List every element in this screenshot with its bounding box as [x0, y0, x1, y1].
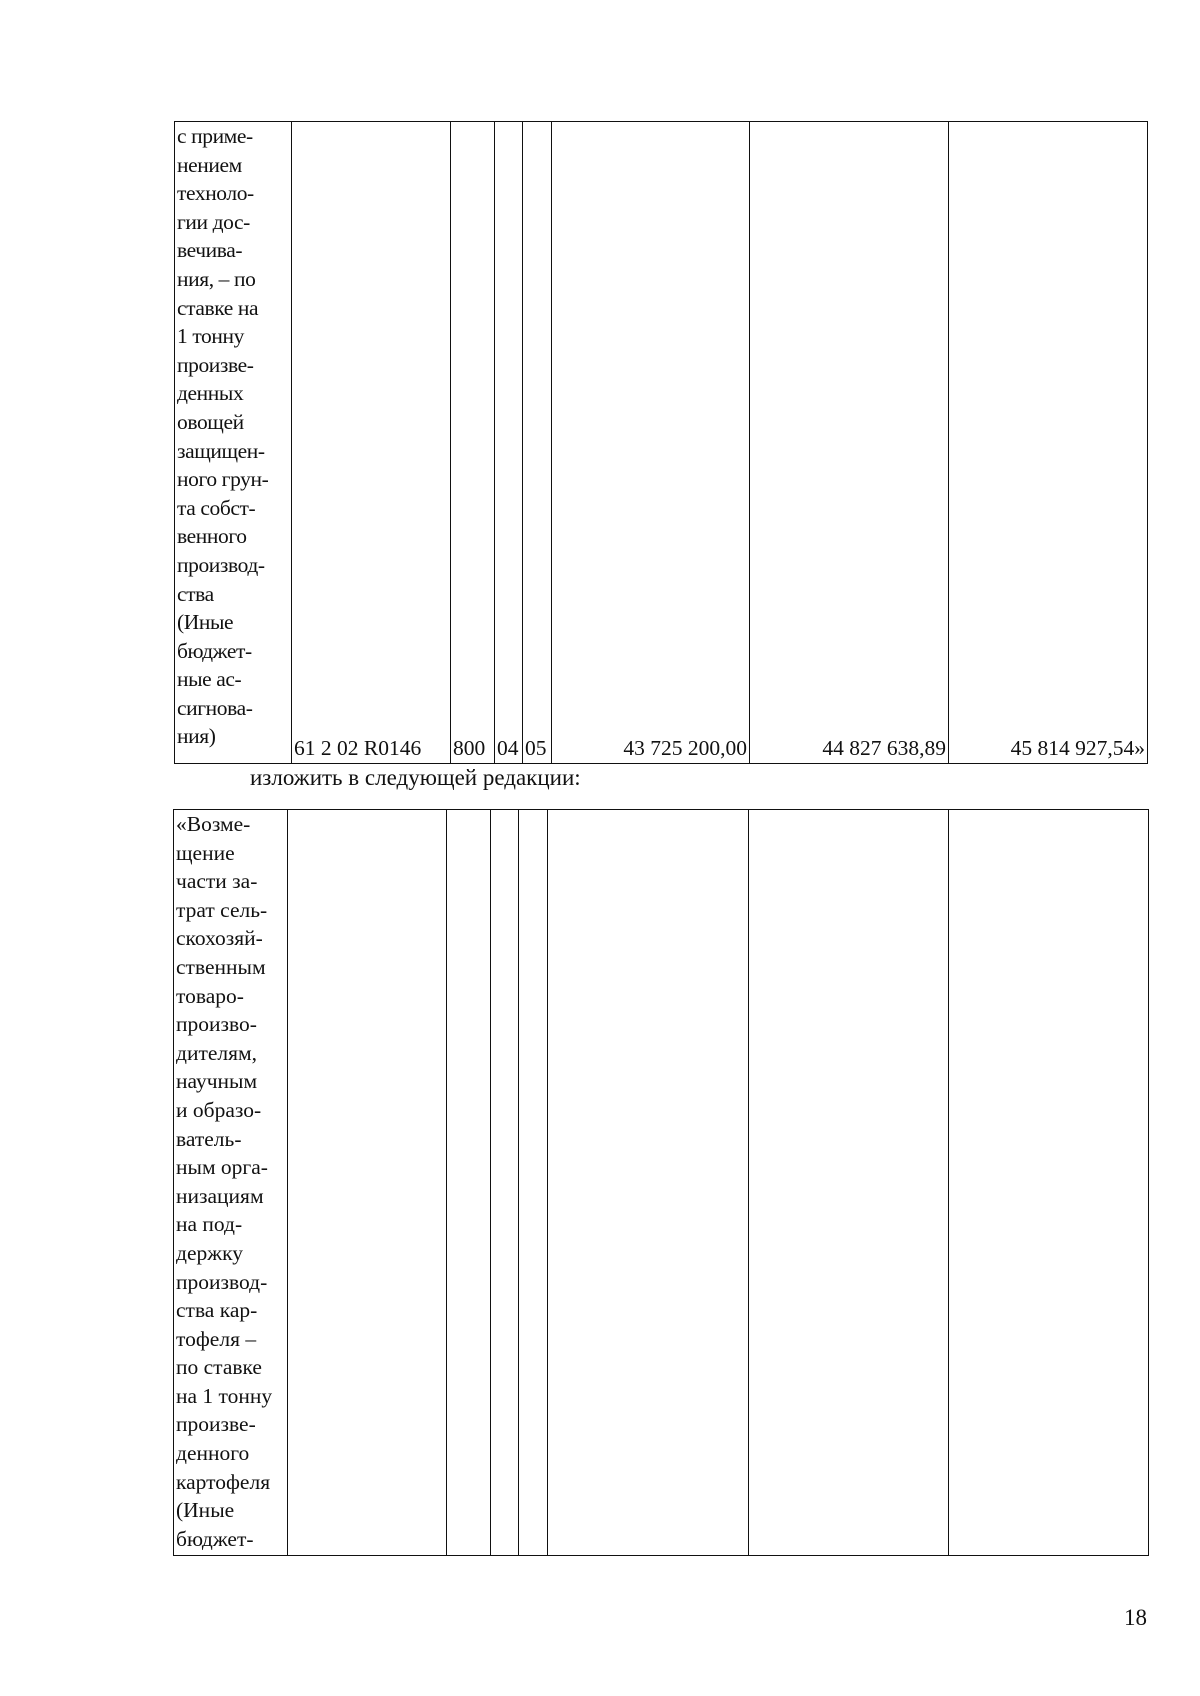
table-row — [174, 810, 1149, 1556]
subsection-code-cell: 05 — [523, 122, 552, 764]
budget-table-previous-version — [174, 121, 1148, 764]
page-number: 18 — [1124, 1605, 1147, 1630]
sum-third-year-cell: 45 814 927,54» — [949, 122, 1148, 764]
table-row — [175, 122, 1148, 764]
target-article-code-cell: 61 2 02 R0146 — [292, 122, 451, 764]
target-article-code-cell — [288, 810, 447, 1556]
amendment-connector-text: изложить в следующей редакции: — [250, 765, 581, 790]
section-code-cell: 04 — [495, 122, 523, 764]
sum-second-year-cell: 44 827 638,89 — [750, 122, 949, 764]
expense-description-cell: «Возме- щение части за- трат сель- скохозяй- ственным товаро- произво- дителям, научным и образо- ватель- ным орга- низациям на под- держку производ- ства кар- тофеля – по ставке на 1 тонну произве- денного картофеля (Иные бюджет- — [174, 810, 288, 1556]
expense-description-cell: с приме- нением техноло- гии дос- вечива- ния, – по ставке на 1 тонну произве- денных овощей защищен- ного грун- та собст- венного производ- ства (Иные бюджет- ные ас- сигнова- ния) — [175, 122, 292, 764]
sum-third-year-cell — [949, 810, 1149, 1556]
subsection-code-cell — [519, 810, 548, 1556]
sum-second-year-cell — [749, 810, 949, 1556]
section-code-cell — [491, 810, 519, 1556]
expense-type-code-cell: 800 — [451, 122, 495, 764]
expense-type-code-cell — [447, 810, 491, 1556]
sum-first-year-cell — [548, 810, 749, 1556]
sum-first-year-cell: 43 725 200,00 — [552, 122, 750, 764]
budget-table-new-version — [173, 809, 1149, 1556]
